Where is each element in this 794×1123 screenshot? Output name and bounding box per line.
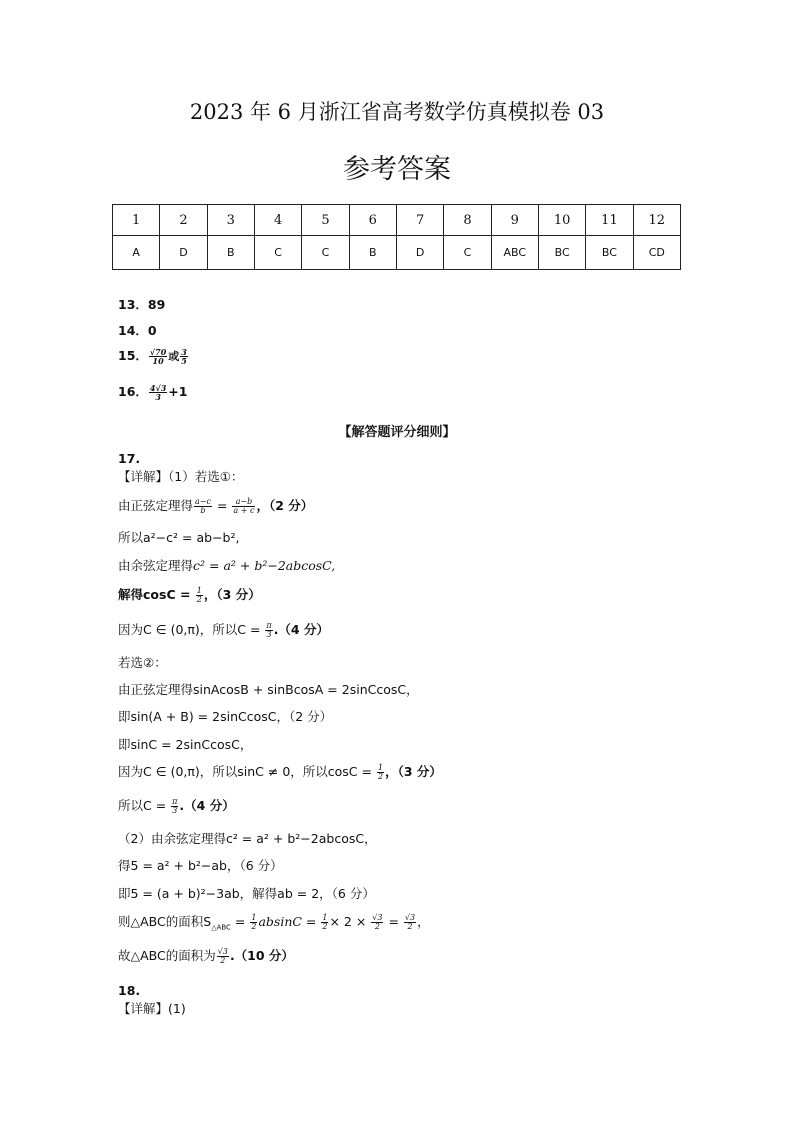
question-number-cell: 9 [491,205,538,236]
answer-cell: C [444,236,491,270]
question-number-cell: 11 [586,205,633,236]
q17-line-2: 由正弦定理得 $\frac{a-c}{b}$ = $\frac{a-b}{a + c}$ ，（2 分） [118,497,314,515]
question-number-cell: 4 [254,205,301,236]
q17-line-1: 【详解】（1）若选①： [118,469,244,484]
q17-line-7: 若选②： [118,655,167,670]
answer-cell: C [254,236,301,270]
q17-l5-frac: $\frac{1}{2}$ [196,586,202,604]
answer-table [112,204,681,270]
q17-l6-frac: $\frac{\pi}{3}$ [266,621,272,639]
answer-cell: CD [633,236,680,270]
answer-15-label: 15． [118,348,148,363]
q17-l17-frac: $\frac{√3}{2}$ [217,947,228,965]
q18-line-1: 【详解】(1) [118,1001,186,1016]
answer-15-fraction-2: $\frac{3}{5}$ [181,347,187,366]
question-number-cell: 1 [113,205,160,236]
question-number-cell: 7 [396,205,443,236]
answer-cell: ABC [491,236,538,270]
q17-line-14: 得5 = a² + b²−ab，（6 分） [118,858,283,873]
q17-line-15: 即5 = (a + b)²−3ab，解得ab = 2，（6 分） [118,886,375,901]
question-number-cell: 8 [444,205,491,236]
answer-16-label: 16． [118,384,148,399]
q17-l11-frac: $\frac{1}{2}$ [377,763,384,781]
q17-l12-frac: $\frac{\pi}{3}$ [172,797,178,815]
answer-16 [118,382,187,401]
answer-cell: D [396,236,443,270]
q17-l2-frac-1: $\frac{a-c}{b}$ [195,497,211,515]
q17-line-8: 由正弦定理得sinAcosB + sinBcosA = 2sinCcosC， [118,682,419,697]
q17-line-13: （2）由余弦定理得c² = a² + b²−2abcosC， [118,831,377,846]
question-number-cell: 5 [302,205,349,236]
q17-line-17: 故△ABC的面积为 $\frac{√3}{2}$ .（10 分） [118,947,294,965]
question-number-cell: 12 [633,205,680,236]
q17-line-5: 解得cosC = $\frac{1}{2}$ ，（3 分） [118,586,261,604]
answer-15-or: 或 [168,350,180,363]
answer-cell: A [113,236,160,270]
q17-line-6: 因为C ∈ (0,π)，所以C = $\frac{\pi}{3}$ .（4 分） [118,621,329,639]
q17-line-9: 即sin(A + B) = 2sinCcosC，（2 分） [118,709,333,724]
answer-cell: D [160,236,207,270]
answer-cell: B [349,236,396,270]
question-number-cell: 6 [349,205,396,236]
answer-15-fraction-1: $\frac{√70}{10}$ [149,347,167,366]
question-number-cell: 3 [207,205,254,236]
q17-line-12: 所以C = $\frac{\pi}{3}$ .（4 分） [118,797,235,815]
q18-number: 18. [118,983,141,998]
answer-13: 13．89 [118,297,166,312]
answer-16-fraction: $\frac{4√3}{3}$ [149,383,167,402]
answer-table-number-row [113,205,681,236]
q17-l2-frac-2: $\frac{a-b}{a + c}$ [233,497,255,515]
answer-14: 14．0 [118,323,157,338]
q17-line-16: 则△ABC的面积$S_{\triangle ABC}$ = $\frac{1}{2}$ absinC = $\frac{1}{2}$ × 2 × $\frac{√3}{2}$ = $\frac{√3}{2}$ ， [118,913,430,932]
answer-cell: BC [586,236,633,270]
q17-number: 17. [118,451,141,466]
page-subtitle: 参考答案 [343,154,451,185]
answer-cell: B [207,236,254,270]
q17-line-11: 因为C ∈ (0,π)，所以sinC ≠ 0，所以cosC = $\frac{1}{2}$ ，（3 分） [118,763,442,781]
answer-table-answer-row [113,236,681,270]
answer-15 [118,346,189,365]
answer-cell: C [302,236,349,270]
q17-line-4: 由余弦定理得c² = a² + b²−2abcosC, [118,558,336,573]
question-number-cell: 10 [538,205,585,236]
q17-line-3: 所以a²−c² = ab−b², [118,530,240,545]
q17-line-10: 即sinC = 2sinCcosC， [118,737,253,752]
question-number-cell: 2 [160,205,207,236]
answer-16-tail: +1 [168,384,188,399]
page-title: 2023 年 6 月浙江省高考数学仿真模拟卷 03 [189,100,605,124]
section-heading: 【解答题评分细则】 [338,425,456,440]
answer-cell: BC [538,236,585,270]
